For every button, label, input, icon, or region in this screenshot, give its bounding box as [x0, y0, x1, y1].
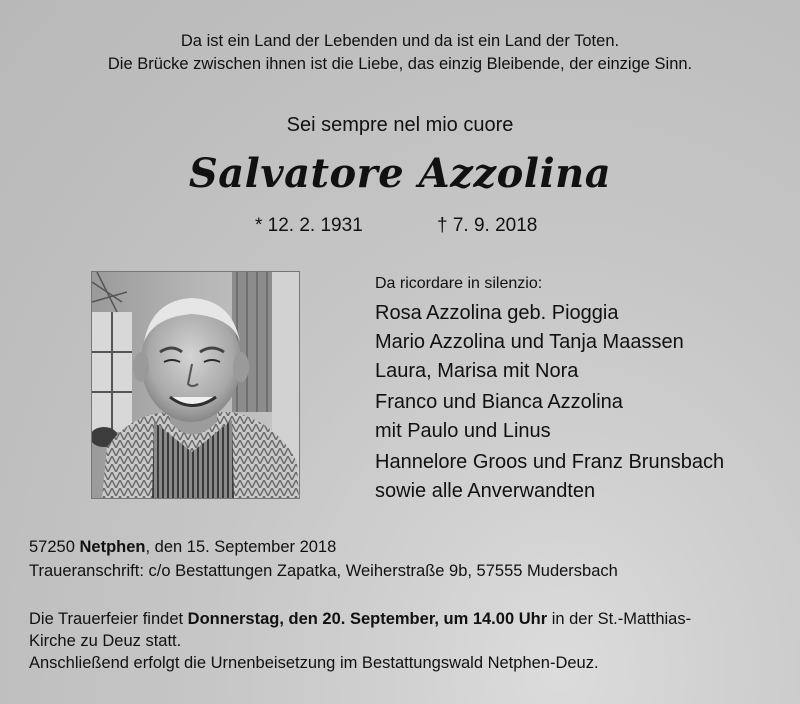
service-suffix: in der St.-Matthias- [547, 610, 692, 628]
motto: Sei sempre nel mio cuore [286, 114, 514, 136]
service-info [29, 608, 774, 652]
place-zip: 57250 [29, 538, 75, 556]
mourner-5: Hannelore Groos und Franz Brunsbach [375, 451, 725, 473]
mourner-1: Rosa Azzolina geb. Pioggia [375, 302, 619, 324]
poem-line-1: Da ist ein Land der Lebenden und da ist ein Land der Toten. [180, 32, 620, 50]
place-and-date [29, 536, 774, 558]
deceased-name: Salvatore Azzolina [188, 150, 612, 197]
poem-line-2: Die Brücke zwischen ihnen ist die Liebe, das einzig Bleibende, der einzige Sinn. [107, 55, 693, 73]
service-line-2: Kirche zu Deuz statt. [29, 632, 182, 650]
mourner-2: Mario Azzolina und Tanja Maassen [375, 331, 684, 353]
mourner-4-continued: mit Paulo und Linus [375, 420, 551, 442]
place-city: Netphen [79, 538, 146, 556]
service-when: Donnerstag, den 20. September, um 14.00 Uhr [187, 610, 548, 628]
service-prefix: Die Trauerfeier findet [29, 610, 188, 628]
mourner-6: sowie alle Anverwandten [375, 480, 596, 502]
poem-verse [0, 30, 800, 76]
mourner-4: Franco und Bianca Azzolina [375, 391, 623, 413]
mourner-3: Laura, Marisa mit Nora [375, 360, 579, 382]
place-date: , den 15. September 2018 [145, 538, 337, 556]
portrait-photo [91, 271, 300, 499]
mourners-intro: Da ricordare in silenzio: [375, 275, 543, 292]
birth-date: * 12. 2. 1931 [255, 215, 363, 236]
mourners-list [375, 273, 785, 506]
burial-info: Anschließend erfolgt die Urnenbeisetzung im Bestattungswald Netphen-Deuz. [29, 654, 599, 672]
portrait-illustration [92, 272, 299, 498]
death-date: † 7. 9. 2018 [437, 215, 538, 236]
mourning-address: Traueranschrift: c/o Bestattungen Zapatka, Weiherstraße 9b, 57555 Mudersbach [29, 562, 618, 580]
